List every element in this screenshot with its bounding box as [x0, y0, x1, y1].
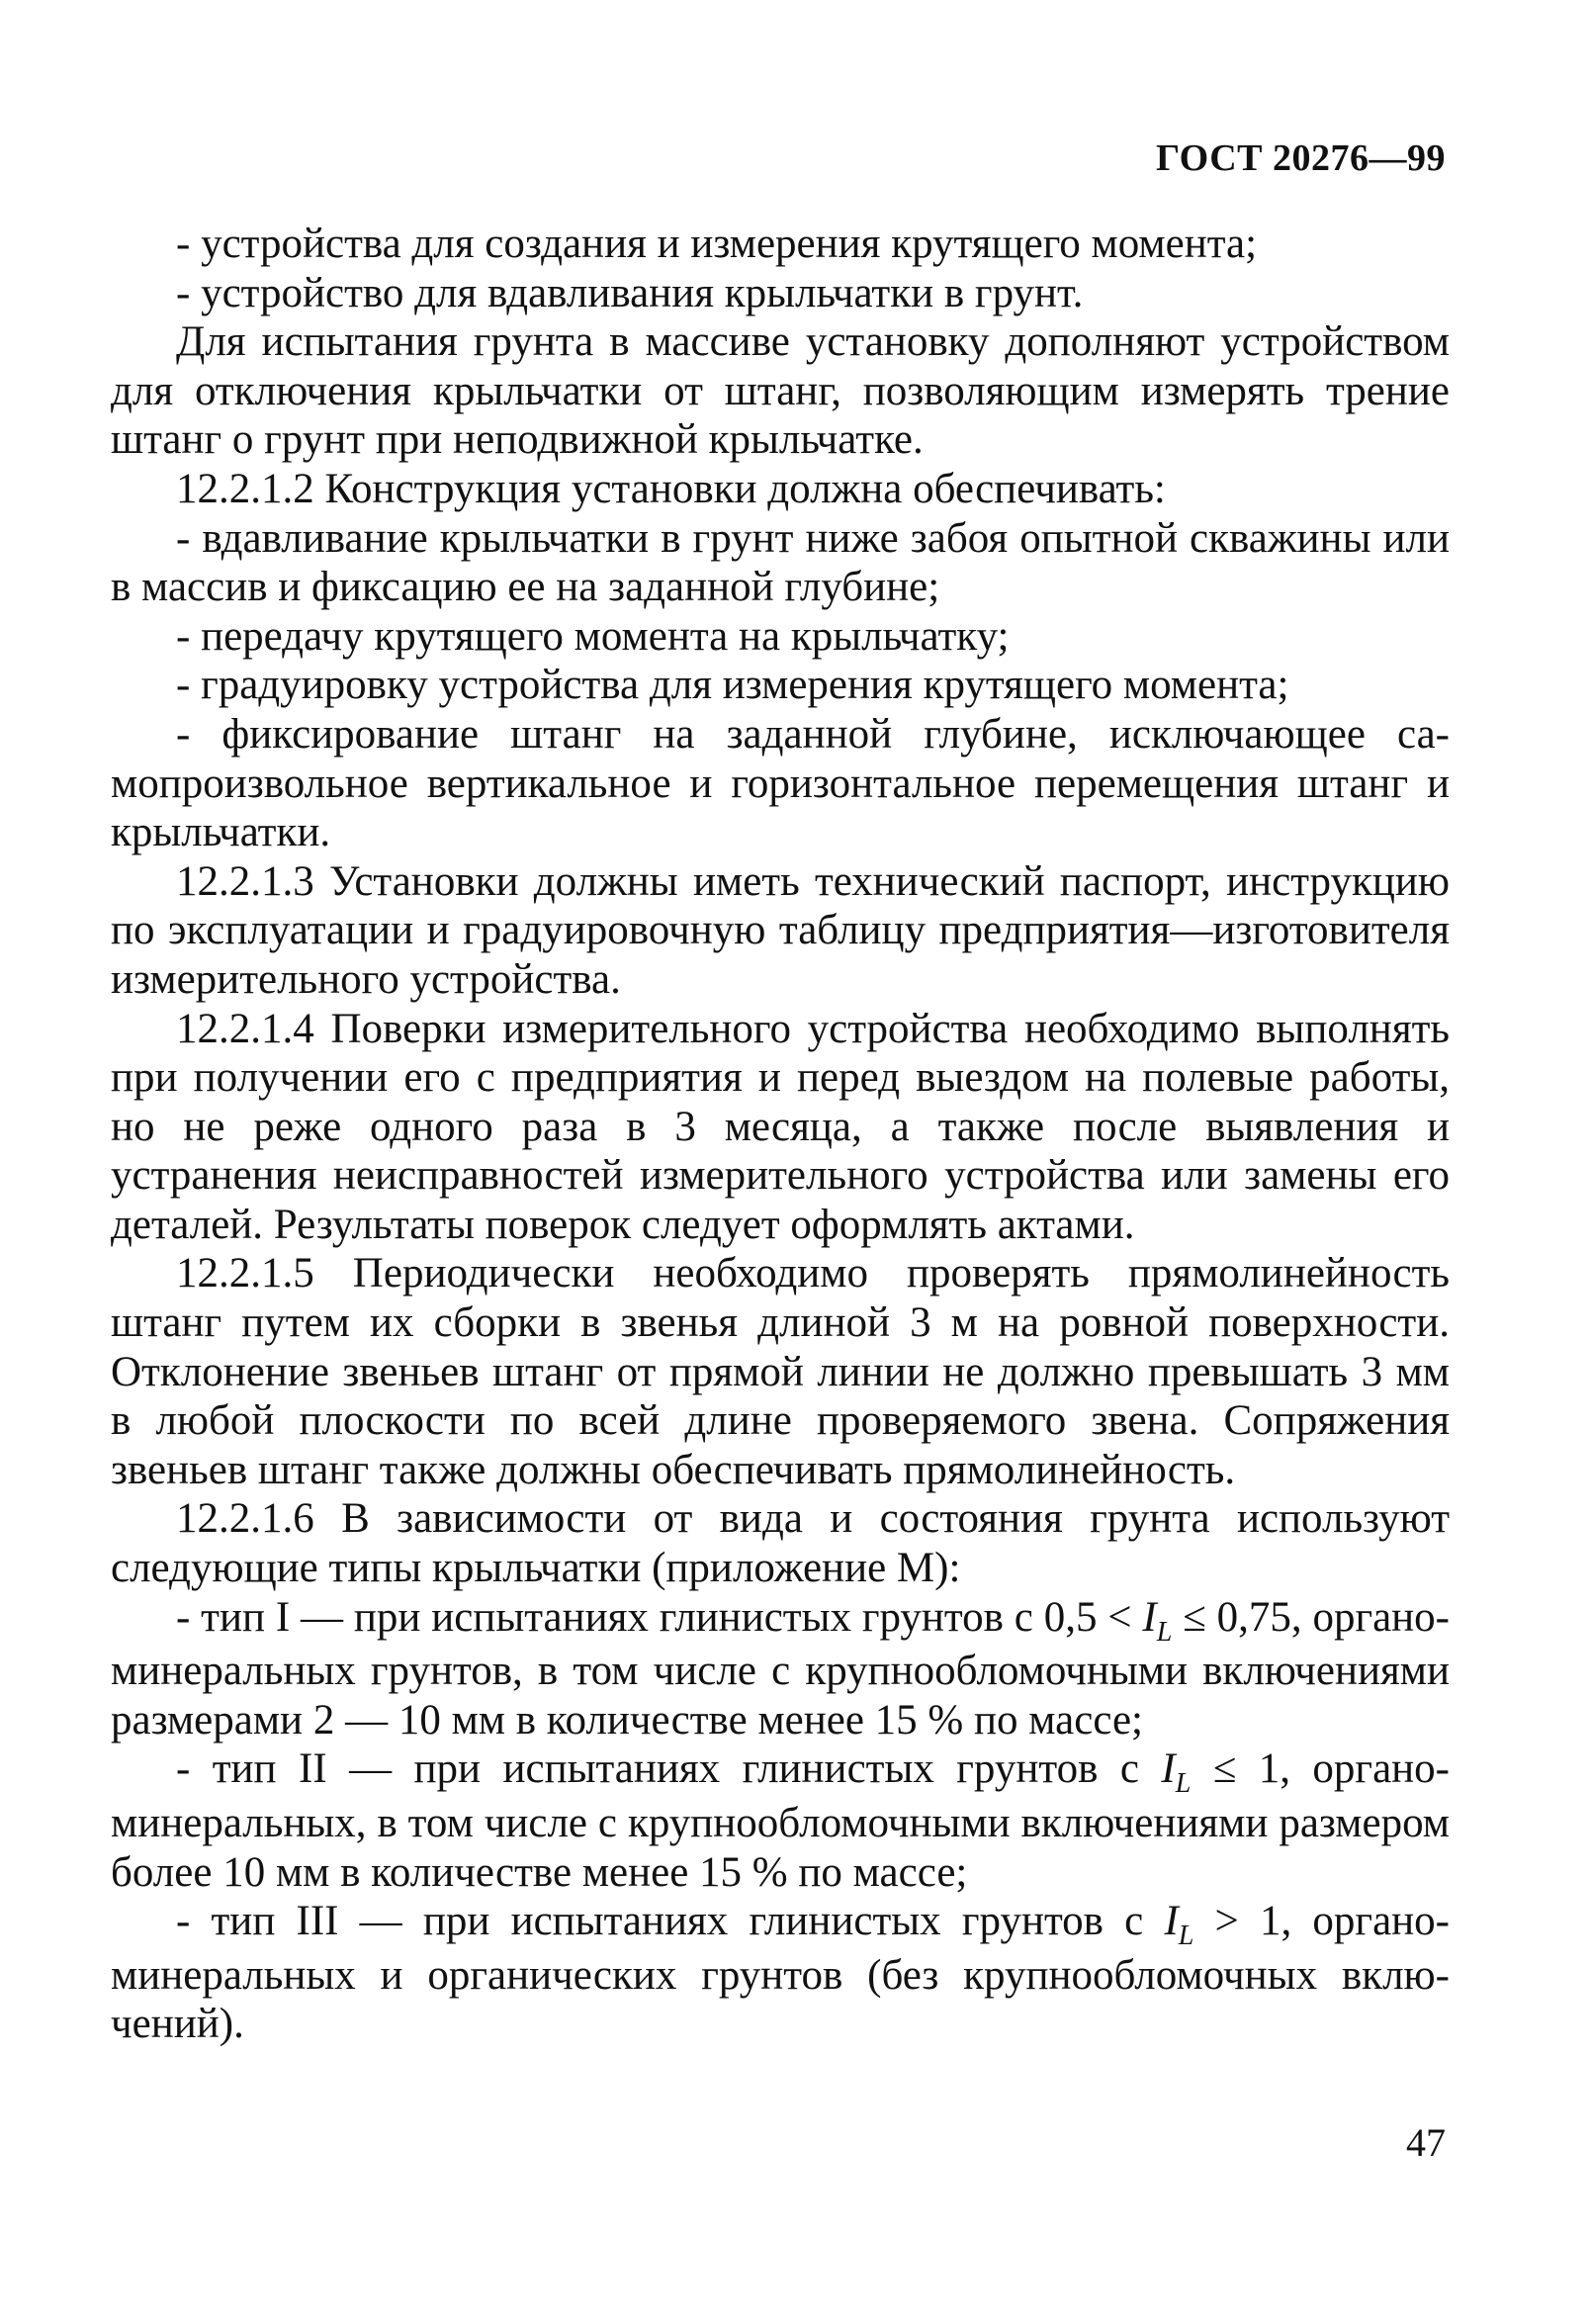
type2-subscript: L: [1175, 1768, 1192, 1800]
type1-variable: I: [1142, 1593, 1157, 1641]
paragraph-12-2-1-2: 12.2.1.2 Конструкция установки должна обеспечивать:: [176, 465, 1166, 512]
type3-text-before: - тип III — при испытаниях глинистых грунтов с: [176, 1898, 1165, 1945]
paragraph-torque-device: - устройства для создания и измерения крутящего момента;: [176, 221, 1258, 267]
paragraph-vane-type-2: [111, 1744, 1450, 1897]
type1-text-before: - тип I — при испытаниях глинистых грунтов с 0,5 <: [176, 1593, 1143, 1641]
paragraph-push-device: - устройство для вдавливания крыльчатки в грунт.: [176, 269, 1084, 316]
type2-variable: I: [1161, 1745, 1176, 1793]
type1-text-after: ≤ 0,75, органо-минеральных грунтов, в том числе с крупнообломочными включениями размерами 2 — 10 мм в количестве менее 15 % по массе;: [111, 1593, 1451, 1743]
paragraph-12-2-1-5: 12.2.1.5 Периодически необходимо проверять прямолинейность штанг путем их сборки в звенья длиной 3 м на ровной поверхности. Отклонение звеньев штанг от прямой линии не должно превышать 3 мм в любой плоскости по всей длине проверяемого звена. Сопряжения звеньев штанг также должны обеспечивать прямолинейность.: [111, 1250, 1450, 1493]
type3-variable: I: [1164, 1898, 1179, 1945]
type3-subscript: L: [1178, 1921, 1194, 1952]
type1-subscript: L: [1156, 1616, 1173, 1648]
paragraph-rod-fixing: - фиксирование штанг на заданной глубине, исключающее самопроизвольное вертикальное и горизонтальное перемещения штанг и крыльчатки.: [111, 710, 1450, 856]
paragraph-vane-type-1: [111, 1593, 1450, 1745]
type2-text-after: ≤ 1, органоминеральных, в том числе с крупнообломочными включениями размером более 10 мм в количестве менее 15 % по массе;: [111, 1745, 1450, 1896]
document-body: [111, 220, 1450, 2049]
paragraph-vane-type-3: [111, 1897, 1450, 2049]
paragraph-12-2-1-3: 12.2.1.3 Установки должны иметь технический паспорт, инструкцию по эксплуатации и градуировочную таблицу предприятия—изготовителя измерительного устройства.: [111, 857, 1450, 1003]
paragraph-torque-transfer: - передачу крутящего момента на крыльчатку;: [176, 612, 1010, 660]
type2-text-before: - тип II — при испытаниях глинистых грунтов с: [176, 1745, 1162, 1793]
type3-text-after: > 1, органоминеральных и органических грунтов (без крупнообломочных включений).: [111, 1898, 1450, 2048]
standard-header: ГОСТ 20276—99: [1155, 137, 1446, 179]
paragraph-pushing-requirement: - вдавливание крыльчатки в грунт ниже забоя опытной скважины или в массив и фиксацию ее на заданной глубине;: [111, 514, 1450, 611]
page-number: 47: [1406, 2120, 1446, 2165]
paragraph-massif-test: Для испытания грунта в массиве установку дополняют устройством для отключения крыльчатки от штанг, позволяющим измерять трение штанг о грунт при неподвижной крыльчатке.: [111, 318, 1450, 464]
paragraph-calibration: - градуировку устройства для измерения крутящего момента;: [176, 662, 1289, 709]
paragraph-12-2-1-4: 12.2.1.4 Поверки измерительного устройства необходимо выполнять при получении его с предприятия и перед выездом на полевые работы, но не реже одного раза в 3 месяца, а также после выявления и устранения неисправностей измерительного устройства или замены его деталей. Результаты поверок следует оформлять актами.: [111, 1005, 1450, 1248]
paragraph-12-2-1-6: 12.2.1.6 В зависимости от вида и состояния грунта используют следующие типы крыльчатки (приложение М):: [111, 1495, 1450, 1592]
